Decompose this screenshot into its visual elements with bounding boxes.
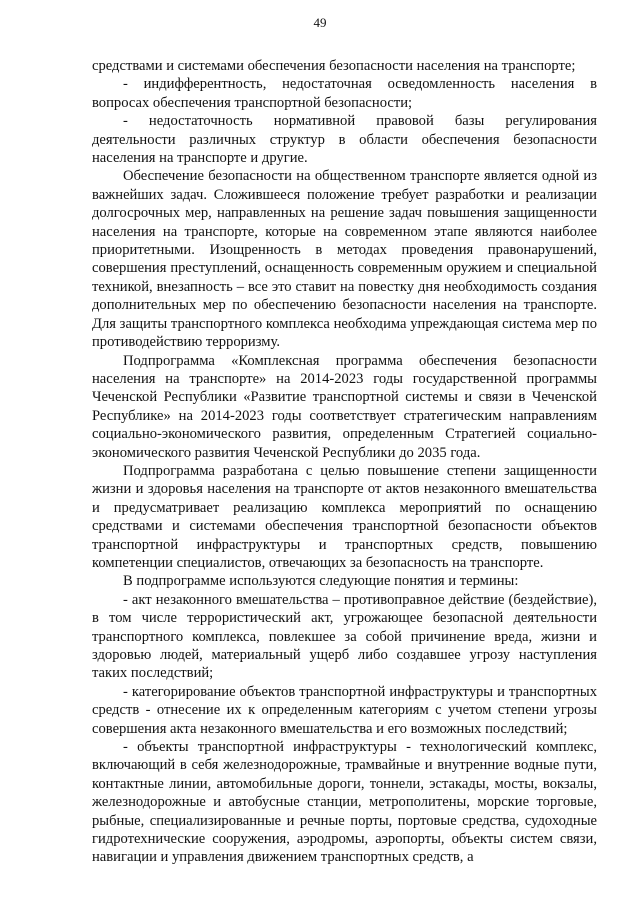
page-number: 49 bbox=[313, 15, 327, 30]
paragraph-4: Обеспечение безопасности на общественном транспорте является одной из важнейших задач. Сложившееся положение требует разработки и реализации долгосрочных мер, направленных на решение задач повышения защищенности населения на транспорте, которые на современном этапе являются наиболее приоритетными. Изощренность в методах проведения правонарушений, совершения преступлений, оснащенность современным оружием и специальной техникой, внезапность – все это ставит на повестку дня необходимость создания дополнительных мер по обеспечению безопасности населения на транспорте. Для защиты транспортного комплекса необходима упреждающая система мер по противодействию терроризму. bbox=[92, 168, 597, 351]
paragraph-5: Подпрограмма «Комплексная программа обеспечения безопасности населения на транспорте» на 2014-2023 годы государственной программы Чеченской Республики «Развитие транспортной системы и связи в Чеченской Республике» на 2014-2023 годы соответствует стратегическим направлениям социально-экономического развития, определенным Стратегией социально-экономического развития Чеченской Республики до 2035 года. bbox=[92, 352, 597, 461]
paragraph-2: - индифферентность, недостаточная осведомленность населения в вопросах обеспечения транспортной безопасности; bbox=[92, 76, 597, 111]
document-body bbox=[92, 57, 597, 867]
paragraph-7: В подпрограмме используются следующие понятия и термины: bbox=[123, 573, 519, 590]
paragraph-3: - недостаточность нормативной правовой базы регулирования деятельности различных структур в области обеспечения безопасности населения на транспорте и другие. bbox=[92, 113, 597, 167]
paragraph-10: - объекты транспортной инфраструктуры - технологический комплекс, включающий в себя железнодорожные, трамвайные и внутренние водные пути, контактные линии, автомобильные дороги, тоннели, эстакады, мосты, вокзалы, железнодорожные и автобусные станции, метрополитены, морские торговые, рыбные, специализированные и речные порты, портовые средства, судоходные гидротехнические сооружения, аэродромы, аэропорты, объекты систем связи, навигации и управления движением транспортных средств, а bbox=[92, 739, 597, 866]
paragraph-8: - акт незаконного вмешательства – противоправное действие (бездействие), в том числе террористический акт, угрожающее безопасной деятельности транспортного комплекса, повлекшее за собой причинение вреда, жизни и здоровью людей, материальный ущерб либо создавшее угрозу наступления таких последствий; bbox=[92, 591, 597, 682]
paragraph-6: Подпрограмма разработана с целью повышение степени защищенности жизни и здоровья населения на транспорте от актов незаконного вмешательства и предусматривает реализацию комплекса мероприятий по оснащению средствами и системами обеспечения транспортной безопасности объектов транспортной инфраструктуры и транспортных средств, повышению компетенции специалистов, отвечающих за безопасность на транспорте. bbox=[92, 462, 597, 571]
paragraph-1: средствами и системами обеспечения безопасности населения на транспорте; bbox=[92, 58, 576, 74]
paragraph-9: - категорирование объектов транспортной инфраструктуры и транспортных средств - отнесение их к определенным категориям с учетом степени угрозы совершения акта незаконного вмешательства и его возможных последствий; bbox=[92, 683, 597, 737]
